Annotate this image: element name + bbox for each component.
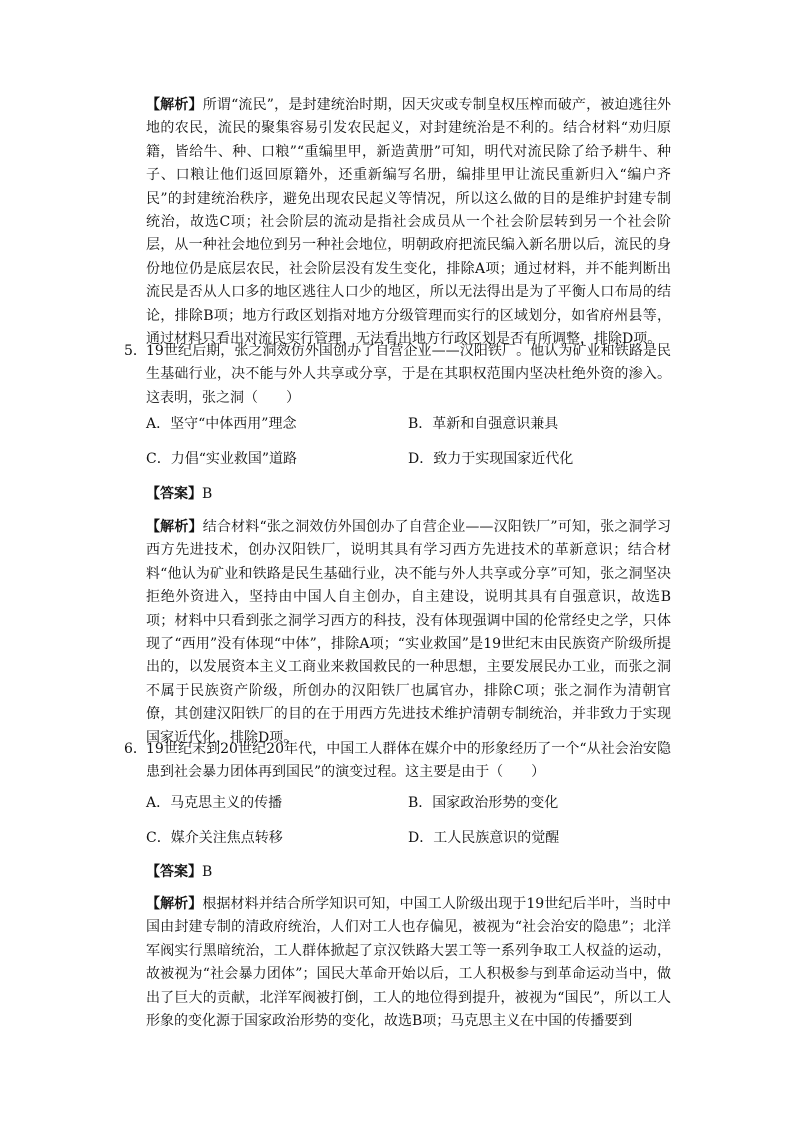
option-letter: D． — [408, 451, 434, 467]
option-a-q6[interactable] — [146, 793, 282, 813]
answer-tag: 【答案】 — [146, 864, 202, 880]
answer-value: B — [202, 864, 213, 880]
option-b-q5[interactable] — [408, 414, 558, 434]
option-d-q5[interactable] — [408, 449, 573, 469]
option-letter: A． — [146, 795, 171, 811]
option-text: 革新和自强意识兼具 — [432, 416, 559, 432]
option-letter: C． — [146, 451, 171, 467]
answer-q5 — [146, 484, 212, 504]
question-stem-5: 19世纪后期，张之洞效仿外国创办了自营企业——汉阳铁厂。他认为矿业和铁路是民生基础行业，决不能与外人共享或分享，于是在其职权范围内坚决杜绝外资的渗入。这表明，张之洞（ ） — [146, 343, 671, 406]
option-text: 致力于实现国家近代化 — [433, 451, 574, 467]
option-a-q5[interactable] — [146, 414, 296, 434]
analysis-text: 所谓“流民”，是封建统治时期，因天灾或专制皇权压榨而破产，被迫逃往外地的农民，流民的聚集容易引发农民起义，对封建统治是不利的。结合材料“劝归原籍，皆给牛、种、口粮”“重编里甲，新造黄册”可知，明代对流民除了给予耕牛、种子、口粮让他们返回原籍外，还重新编写名册，编排里甲让流民重新归入“编户齐民”的封建统治秩序，避免出现农民起义等情况，所以这么做的目的是维护封建专制统治，故选C项；社会阶层的流动是指社会成员从一个社会阶层转到另一个社会阶层，从一种社会地位到另一种社会地位，明朝政府把流民编入新名册以后，流民的身份地位仍是底层农民，社会阶层没有发生变化，排除A项；通过材料，并不能判断出流民是否从人口多的地区逃往人口少的地区，所以无法得出是为了平衡人口布局的结论，排除B项；地方行政区划指对地方分级管理而实行的区域划分，如省府州县等，通过材料只看出对流民实行管理，无法看出地方行政区划是否有所调整，排除D项。 — [146, 97, 672, 348]
option-text: 马克思主义的传播 — [170, 795, 283, 811]
option-letter: A． — [146, 416, 171, 432]
option-letter: D． — [408, 830, 434, 846]
analysis-tag: 【解析】 — [146, 97, 203, 113]
option-letter: B． — [408, 795, 433, 811]
analysis-text: 根据材料并结合所学知识可知，中国工人阶级出现于19世纪后半叶，当时中国由封建专制的清政府统治，人们对工人也存偏见，被视为“社会治安的隐患”；北洋军阀实行黑暗统治，工人群体掀起了京汉铁路大罢工等一系列争取工人权益的运动，故被视为“社会暴力团体”；国民大革命开始以后，工人积极参与到革命运动当中，做出了巨大的贡献，北洋军阀被打倒，工人的地位得到提升，被视为“国民”，所以工人形象的变化源于国家政治形势的变化，故选B项；马克思主义在中国的传播要到 — [146, 896, 672, 1030]
analysis-text: 结合材料“张之洞效仿外国创办了自营企业——汉阳铁厂”可知，张之洞学习西方先进技术，创办汉阳铁厂，说明其具有学习西方先进技术的革新意识；结合材料“他认为矿业和铁路是民生基础行业，决不能与外人共享或分享”可知，张之洞坚决拒绝外资进入，坚持由中国人自主创办，自主建设，说明其具有自强意识，故选B项；材料中只看到张之洞学习西方的科技，没有体现强调中国的伦常经史之学，只体现了“西用”没有体现“中体”，排除A项；“实业救国”是19世纪末由民族资产阶级所提出的，以发展资本主义工商业来救国救民的一种思想，主要发展民办工业，而张之洞不属于民族资产阶级，所创办的汉阳铁厂也属官办，排除C项；张之洞作为清朝官僚，其创建汉阳铁厂的目的在于用西方先进技术维护清朝专制统治，并非致力于实现国家近代化，排除D项。 — [146, 519, 671, 746]
answer-q6 — [146, 862, 212, 882]
option-letter: B． — [408, 416, 433, 432]
question-number-5: 5． — [124, 343, 147, 359]
option-text: 力倡“实业救国”道路 — [170, 451, 298, 467]
option-d-q6[interactable] — [408, 828, 559, 848]
analysis-paragraph-q6 — [146, 893, 671, 1033]
analysis-tag: 【解析】 — [146, 896, 203, 912]
option-text: 工人民族意识的觉醒 — [433, 830, 560, 846]
option-text: 国家政治形势的变化 — [432, 795, 559, 811]
option-b-q6[interactable] — [408, 793, 558, 813]
option-c-q6[interactable] — [146, 828, 283, 848]
analysis-paragraph-q5 — [146, 516, 671, 750]
option-text: 媒介关注焦点转移 — [170, 830, 283, 846]
answer-tag: 【答案】 — [146, 486, 202, 502]
option-c-q5[interactable] — [146, 449, 297, 469]
option-letter: C． — [146, 830, 171, 846]
question-number-6: 6． — [124, 741, 147, 757]
option-text: 坚守“中体西用”理念 — [170, 416, 297, 432]
answer-value: B — [202, 486, 213, 502]
question-stem-6: 19世纪末到20世纪20年代，中国工人群体在媒介中的形象经历了一个“从社会治安隐患到社会暴力团体再到国民”的演变过程。这主要是由于（ ） — [146, 741, 671, 781]
analysis-paragraph-q4 — [146, 94, 671, 351]
analysis-tag: 【解析】 — [146, 519, 203, 535]
